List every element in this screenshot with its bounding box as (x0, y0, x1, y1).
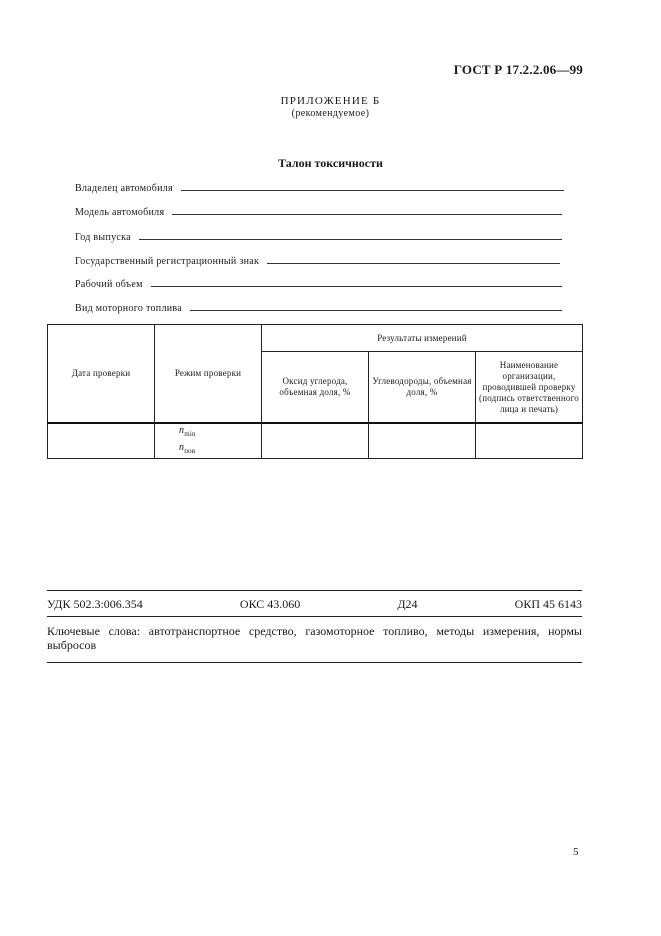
mode-nominal: $n_{пов}$ (179, 442, 196, 455)
cell-co (262, 423, 369, 459)
cell-ch (369, 423, 476, 459)
field-displacement-label: Рабочий объем (75, 279, 143, 290)
header-date: Дата проверки (48, 325, 155, 424)
header-mode: Режим проверки (155, 325, 262, 424)
field-owner-label: Владелец автомобиля (75, 183, 173, 194)
field-fuel-label: Вид моторного топлива (75, 303, 183, 314)
cell-mode (155, 423, 262, 459)
header-results: Результаты измерений (262, 325, 583, 352)
field-displacement (75, 276, 562, 290)
field-plate-line (267, 263, 560, 264)
field-year-label: Год выпуска (75, 232, 131, 243)
cell-organization (476, 423, 583, 459)
appendix-subtitle: (рекомендуемое) (291, 108, 370, 119)
field-year-line (139, 239, 562, 240)
okp-code: ОКП 45 6143 (514, 597, 582, 611)
mode-min: $n_{min}$ (179, 425, 196, 438)
classification-row (47, 597, 582, 612)
page-number: 5 (573, 846, 579, 858)
header-organization: Наименование организации, проводившей проверку (подпись ответственного лица и печать) (476, 352, 583, 424)
field-model-line (172, 214, 562, 215)
field-year (75, 229, 562, 243)
field-model (75, 204, 562, 218)
field-plate-label: Государственный регистрационный знак (75, 256, 260, 267)
field-fuel (75, 300, 562, 314)
field-fuel-line (190, 310, 562, 311)
form-title: Талон токсичности (278, 156, 383, 170)
cell-date (48, 423, 155, 459)
header-ch: Углеводороды, объемная доля, % (369, 352, 476, 424)
d-code: Д24 (397, 597, 418, 611)
field-owner (75, 180, 564, 194)
oks-code: ОКС 43.060 (239, 597, 301, 611)
keywords: Ключевые слова: автотранспортное средство, газомоторное топливо, методы измерения, нормы выбросов (47, 624, 582, 652)
field-displacement-line (151, 286, 562, 287)
field-model-label: Модель автомобиля (75, 207, 165, 218)
udk-code: УДК 502.3:006.354 (47, 597, 143, 611)
divider-bottom (47, 662, 582, 663)
appendix-title: ПРИЛОЖЕНИЕ Б (280, 95, 381, 107)
header-co: Оксид углерода, объемная доля, % (262, 352, 369, 424)
field-plate (75, 253, 560, 267)
standard-number: ГОСТ Р 17.2.2.06—99 (453, 62, 583, 77)
divider-top (47, 590, 582, 591)
toxicity-table (47, 324, 583, 459)
divider-middle (47, 616, 582, 617)
field-owner-line (181, 190, 564, 191)
